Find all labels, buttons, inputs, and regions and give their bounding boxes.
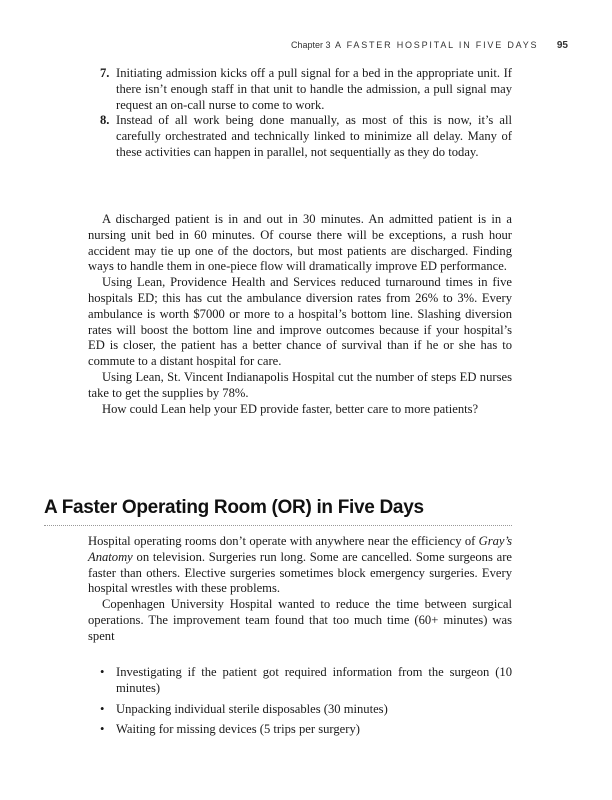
list-item bbox=[88, 665, 512, 697]
numbered-list bbox=[88, 66, 512, 161]
running-header bbox=[291, 40, 568, 51]
paragraph bbox=[88, 534, 512, 597]
ed-discussion bbox=[88, 212, 512, 417]
chapter-title: A FASTER HOSPITAL IN FIVE DAYS bbox=[334, 40, 539, 50]
list-item bbox=[88, 66, 512, 113]
paragraph: Copenhagen University Hospital wanted to reduce the time between surgical operations. The improvement team found that too much time (60+ minutes) was spent bbox=[88, 597, 512, 643]
list-item-text: Waiting for missing devices (5 trips per surgery) bbox=[116, 722, 360, 737]
list-item-text: Unpacking individual sterile disposables (30 minutes) bbox=[116, 701, 388, 716]
bullet-icon: • bbox=[100, 665, 105, 679]
list-item-number: 7. bbox=[100, 66, 110, 80]
list-item bbox=[88, 702, 512, 718]
bullet-icon: • bbox=[100, 722, 105, 737]
list-item-text: Initiating admission kicks off a pull signal for a bed in the appropriate unit. If there isn’t enough staff in that unit to handle the admission, a pull signal may request an on-call nurse to come to work. bbox=[116, 66, 512, 112]
list-item bbox=[88, 113, 512, 160]
list-item-text: Investigating if the patient got required information from the surgeon (10 minutes) bbox=[116, 665, 512, 695]
paragraph: How could Lean help your ED provide faster, better care to more patients? bbox=[102, 401, 479, 416]
text-run: on television. Surgeries run long. Some are cancelled. Some surgeons are faster than others. Elective surgeries sometimes block emergency surgeries. Every hospital wrestles with these problems. bbox=[88, 549, 512, 596]
list-item bbox=[88, 722, 512, 738]
bullet-icon: • bbox=[100, 701, 105, 716]
page-number: 95 bbox=[556, 40, 568, 51]
chapter-label: Chapter 3 bbox=[290, 40, 331, 50]
paragraph: A discharged patient is in and out in 30 minutes. An admitted patient is in a nursing unit bed in 60 minutes. Of course there will be exceptions, a rush hour accident may tie up one of the doctors, but most patients are discharged. Finding ways to handle them in one-piece flow will dramatically improve ED performance. bbox=[88, 212, 512, 274]
italic-title: Gray’s Anatomy bbox=[88, 534, 512, 564]
list-item-number: 8. bbox=[100, 113, 110, 128]
text-run: Hospital operating rooms don’t operate with anywhere near the efficiency of bbox=[88, 534, 479, 548]
paragraph: Using Lean, St. Vincent Indianapolis Hospital cut the number of steps ED nurses take to get the supplies by 78%. bbox=[88, 369, 512, 400]
list-item-text: Instead of all work being done manually, as most of this is now, it’s all carefully orchestrated and technically linked to minimize all delay. Many of these activities can happen in parallel, not sequentially as they do today. bbox=[116, 113, 512, 159]
or-section-body bbox=[88, 534, 512, 645]
bullet-list bbox=[88, 665, 512, 743]
section-heading: A Faster Operating Room (OR) in Five Days bbox=[44, 497, 512, 526]
paragraph: Using Lean, Providence Health and Services reduced turnaround times in five hospitals ED; this has cut the ambulance diversion rates from 26% to 3%. Every ambulance is worth $7000 or more to a hospital’s bottom line. Slashing diversion rates will boost the bottom line and improve outcomes because if your hospital’s ED is closer, the patient has a better chance of survival than if he or she has to commute to a distant hospital for care. bbox=[88, 275, 512, 369]
